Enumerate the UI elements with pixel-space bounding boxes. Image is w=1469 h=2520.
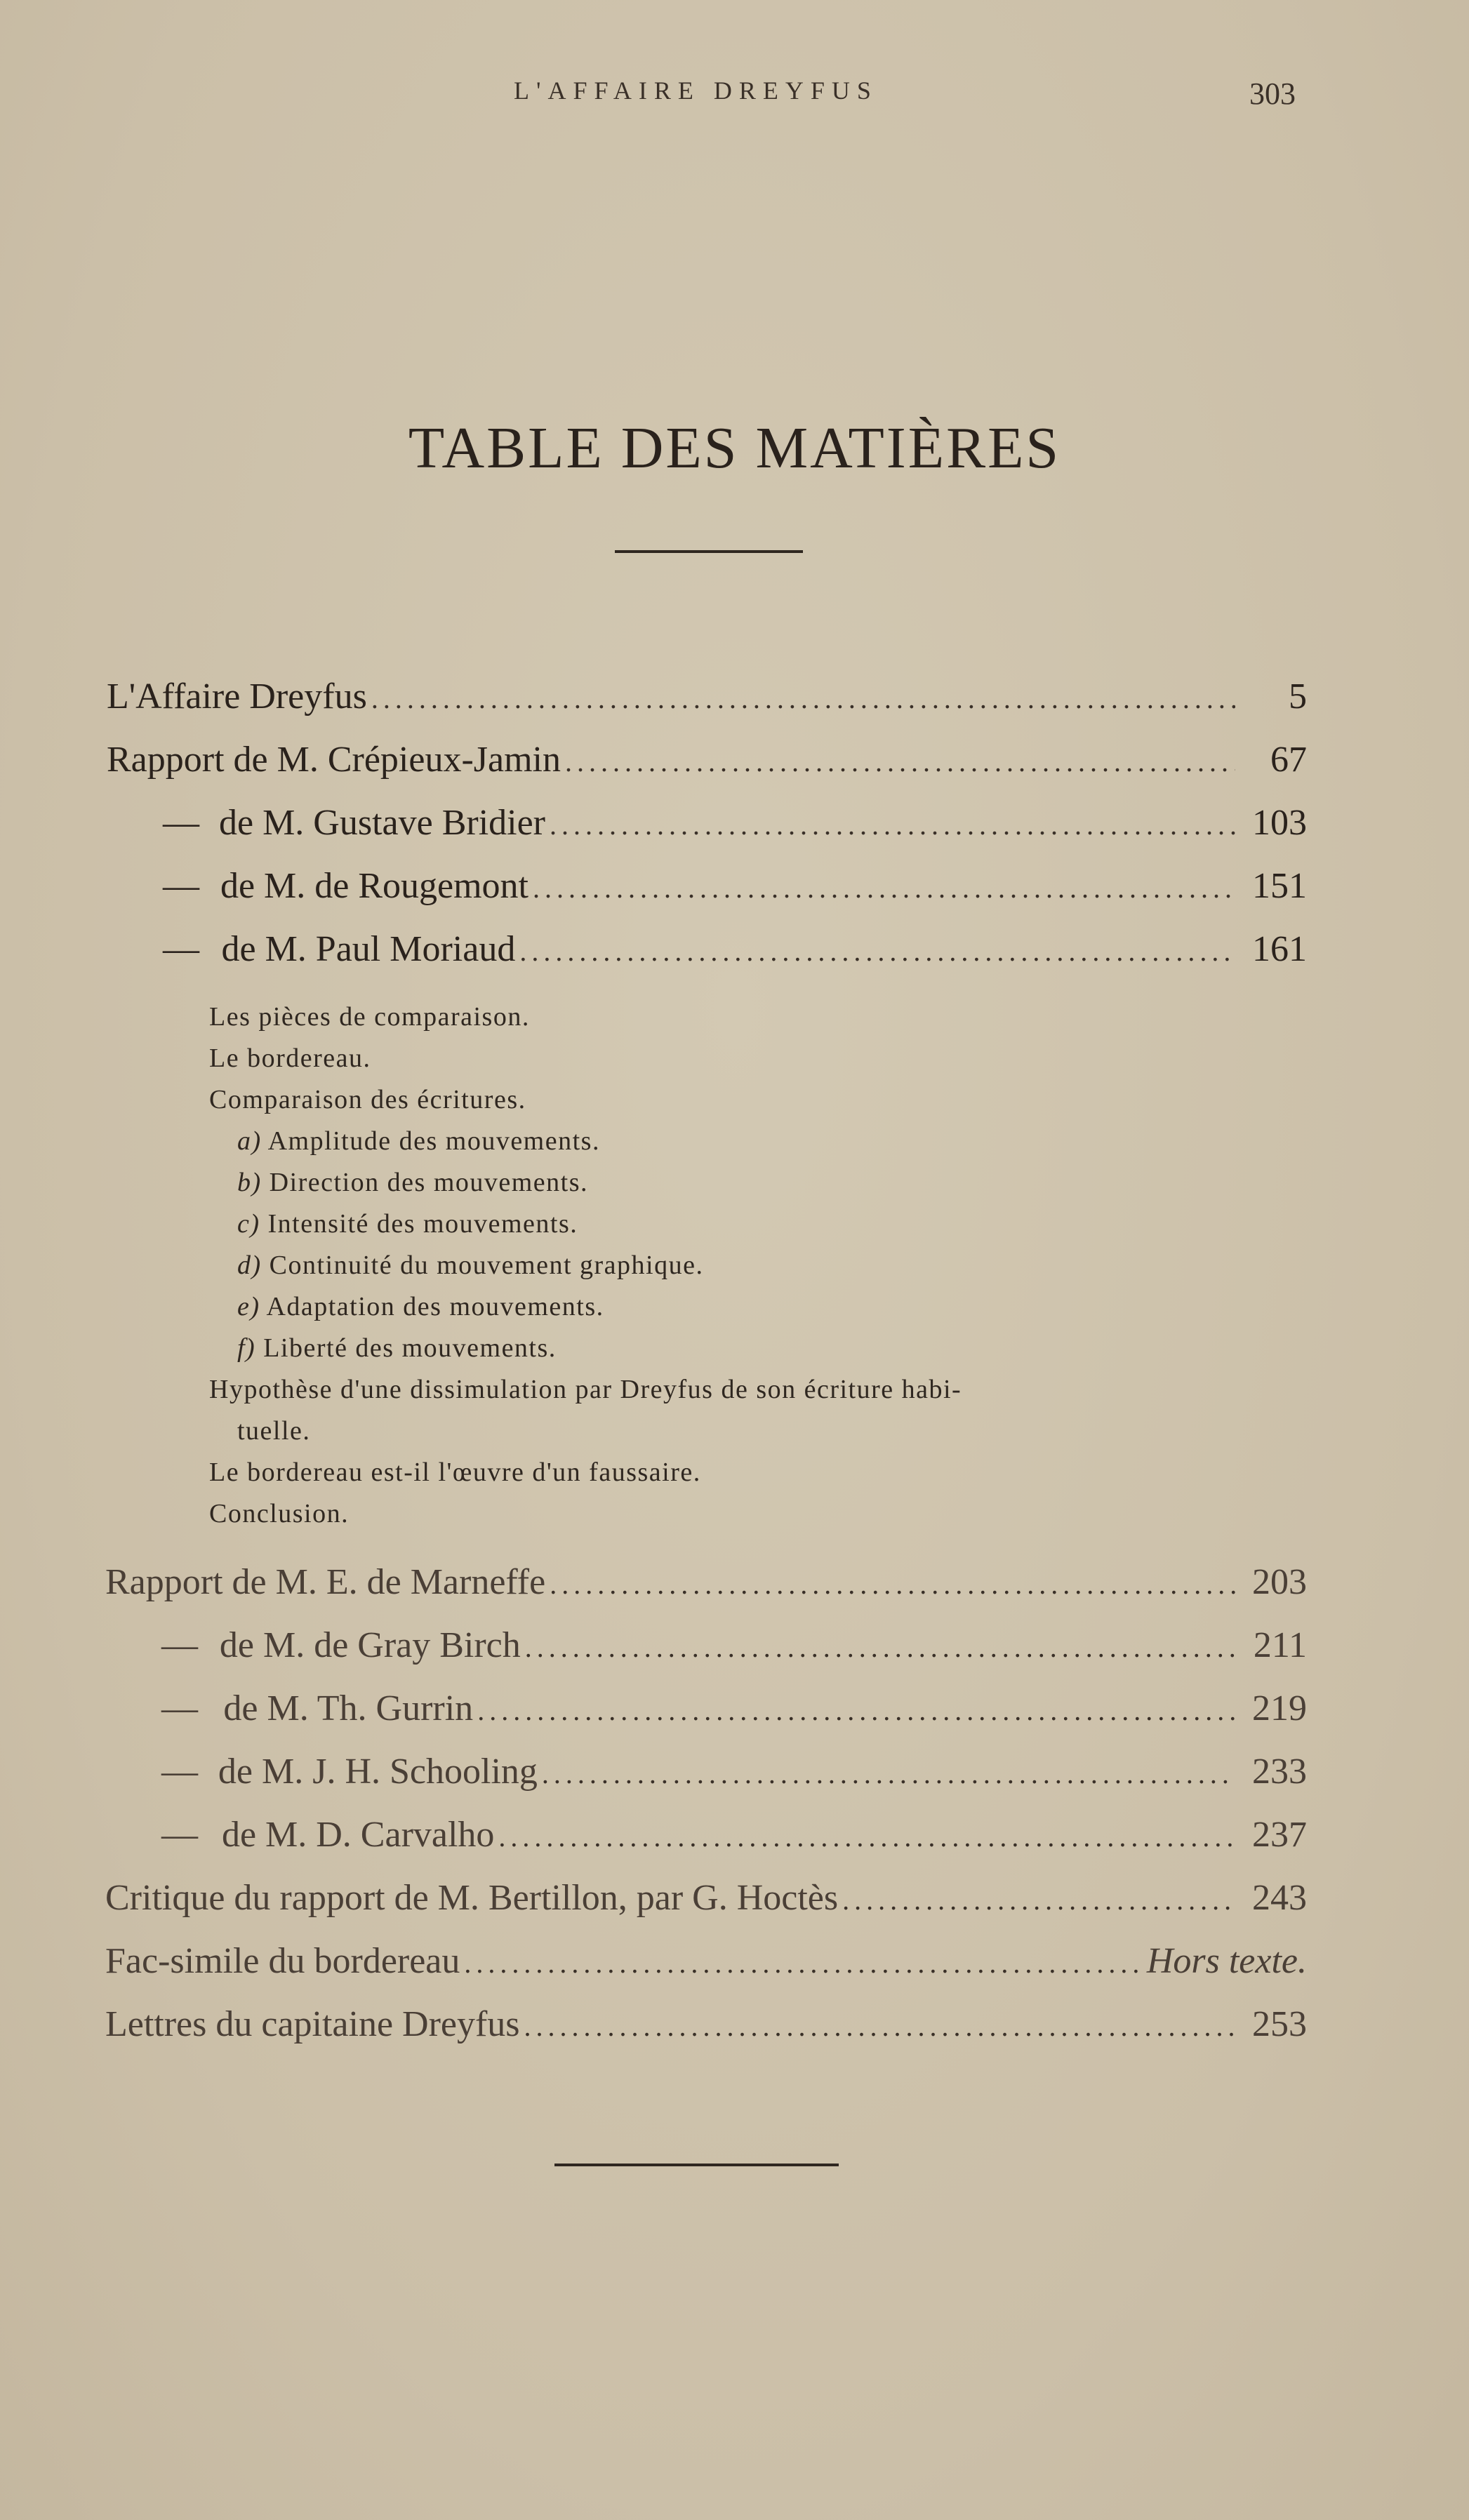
toc-entry-label: de M. de Rougemont [220, 866, 529, 906]
dot-leader [533, 864, 1235, 913]
sub-entry [209, 1493, 349, 1535]
sub-entry-text: Le bordereau est-il l'œuvre d'un faussaire. [209, 1458, 701, 1487]
ditto-dash: — [161, 1688, 198, 1728]
toc-entry-page: 211 [1253, 1625, 1307, 1665]
sub-entry [237, 1245, 703, 1286]
sub-entry [237, 1204, 578, 1245]
toc-entry [105, 1811, 1307, 1860]
sub-entry [237, 1121, 600, 1162]
sub-entry-text: tuelle. [237, 1416, 311, 1446]
sub-entry-text: Liberté des mouvements. [263, 1333, 557, 1363]
toc-entry-page: 5 [1289, 676, 1307, 716]
toc-entry-page: 151 [1252, 866, 1307, 906]
sub-entry-text: Conclusion. [209, 1499, 350, 1528]
dot-leader [565, 738, 1235, 787]
toc-entry-page: 103 [1252, 803, 1307, 843]
sub-entry [237, 1411, 310, 1452]
toc-entry [105, 1874, 1307, 1923]
sub-entry-letter: d) [237, 1251, 262, 1280]
toc-entry-label: de M. Gustave Bridier [218, 803, 545, 843]
dot-leader [477, 1686, 1235, 1735]
sub-entry-text: Direction des mouvements. [269, 1168, 589, 1197]
ditto-dash: — [161, 1625, 198, 1665]
dot-leader [498, 1813, 1235, 1862]
toc-entry-page: 203 [1252, 1562, 1307, 1602]
toc-entry-page: 219 [1252, 1688, 1307, 1728]
toc-entry [105, 1747, 1307, 1796]
sub-entry-text: Intensité des mouvements. [267, 1209, 578, 1239]
sub-entry-text: Comparaison des écritures. [209, 1085, 526, 1114]
dot-leader [550, 801, 1235, 850]
toc-entry-label: Rapport de M. Crépieux-Jamin [107, 740, 561, 780]
sub-entry [209, 1369, 962, 1411]
sub-entry-text: Les pièces de comparaison. [209, 1002, 530, 1032]
toc-entry-label: de M. D. Carvalho [221, 1815, 495, 1855]
ditto-dash: — [163, 929, 199, 969]
toc-entry-page: 161 [1252, 929, 1307, 969]
toc-entry-label: Critique du rapport de M. Bertillon, par G. Hoctès [105, 1878, 839, 1918]
toc-entry [107, 735, 1307, 785]
page-title: TABLE DES MATIÈRES [408, 415, 1061, 481]
toc-entry [107, 862, 1307, 911]
dot-leader [371, 674, 1235, 724]
toc-entry-label: de M. de Gray Birch [219, 1625, 521, 1665]
sub-entry-letter: a) [237, 1126, 262, 1156]
sub-entry [209, 1452, 701, 1493]
toc-entry [105, 1621, 1307, 1670]
sub-entry-text: Le bordereau. [209, 1044, 371, 1073]
title-divider [615, 550, 803, 553]
toc-entry [105, 1558, 1307, 1607]
toc-entry [107, 799, 1307, 848]
running-title: L'AFFAIRE DREYFUS [514, 76, 878, 105]
sub-entry-letter: b) [237, 1168, 262, 1197]
toc-entry-label: de M. J. H. Schooling [218, 1752, 538, 1792]
toc-entry [105, 1684, 1307, 1733]
sub-entry-text: Continuité du mouvement graphique. [269, 1251, 704, 1280]
toc-entry [105, 2000, 1307, 2049]
toc-entry-label: Fac-simile du bordereau [105, 1941, 460, 1981]
sub-entry-text: Adaptation des mouvements. [266, 1292, 604, 1321]
ditto-dash: — [163, 803, 199, 843]
toc-entry-page: 233 [1252, 1752, 1307, 1792]
toc-entry-label: L'Affaire Dreyfus [107, 676, 367, 716]
sub-entry-text: Hypothèse d'une dissimulation par Dreyfus de son écriture habi- [209, 1375, 962, 1404]
dot-leader [525, 1623, 1235, 1672]
end-divider [554, 2164, 839, 2166]
ditto-dash: — [161, 1752, 198, 1792]
toc-entry-label: Lettres du capitaine Dreyfus [105, 2004, 520, 2044]
dot-leader [524, 2002, 1235, 2051]
sub-entry-text: Amplitude des mouvements. [267, 1126, 600, 1156]
sub-entry [237, 1286, 604, 1328]
toc-entry-page: 237 [1252, 1815, 1307, 1855]
sub-entry [237, 1328, 557, 1369]
toc-entry [107, 925, 1307, 974]
toc-entry-page: 67 [1270, 740, 1307, 780]
sub-entry [209, 1079, 526, 1121]
sub-entry [209, 996, 530, 1038]
ditto-dash: — [161, 1815, 198, 1855]
toc-entry-page: 243 [1252, 1878, 1307, 1918]
sub-entry [237, 1162, 588, 1204]
dot-leader [542, 1749, 1235, 1799]
toc-entry-label: de M. Th. Gurrin [223, 1688, 474, 1728]
toc-entry [105, 1937, 1307, 1986]
page-number: 303 [1249, 76, 1296, 111]
toc-entry-page: Hors texte. [1146, 1941, 1307, 1981]
toc-entry-page: 253 [1252, 2004, 1307, 2044]
running-head [0, 76, 1469, 118]
toc-entry-label: de M. Paul Moriaud [221, 929, 516, 969]
sub-entry [209, 1038, 371, 1079]
dot-leader [464, 1939, 1138, 1988]
toc-entry-label: Rapport de M. E. de Marneffe [105, 1562, 546, 1602]
sub-entry-letter: f) [237, 1333, 256, 1363]
sub-entry-letter: c) [237, 1209, 260, 1239]
dot-leader [550, 1560, 1235, 1609]
sub-entry-letter: e) [237, 1292, 260, 1321]
dot-leader [519, 927, 1235, 976]
dot-leader [842, 1876, 1235, 1925]
toc-entry [107, 672, 1307, 721]
ditto-dash: — [163, 866, 199, 906]
